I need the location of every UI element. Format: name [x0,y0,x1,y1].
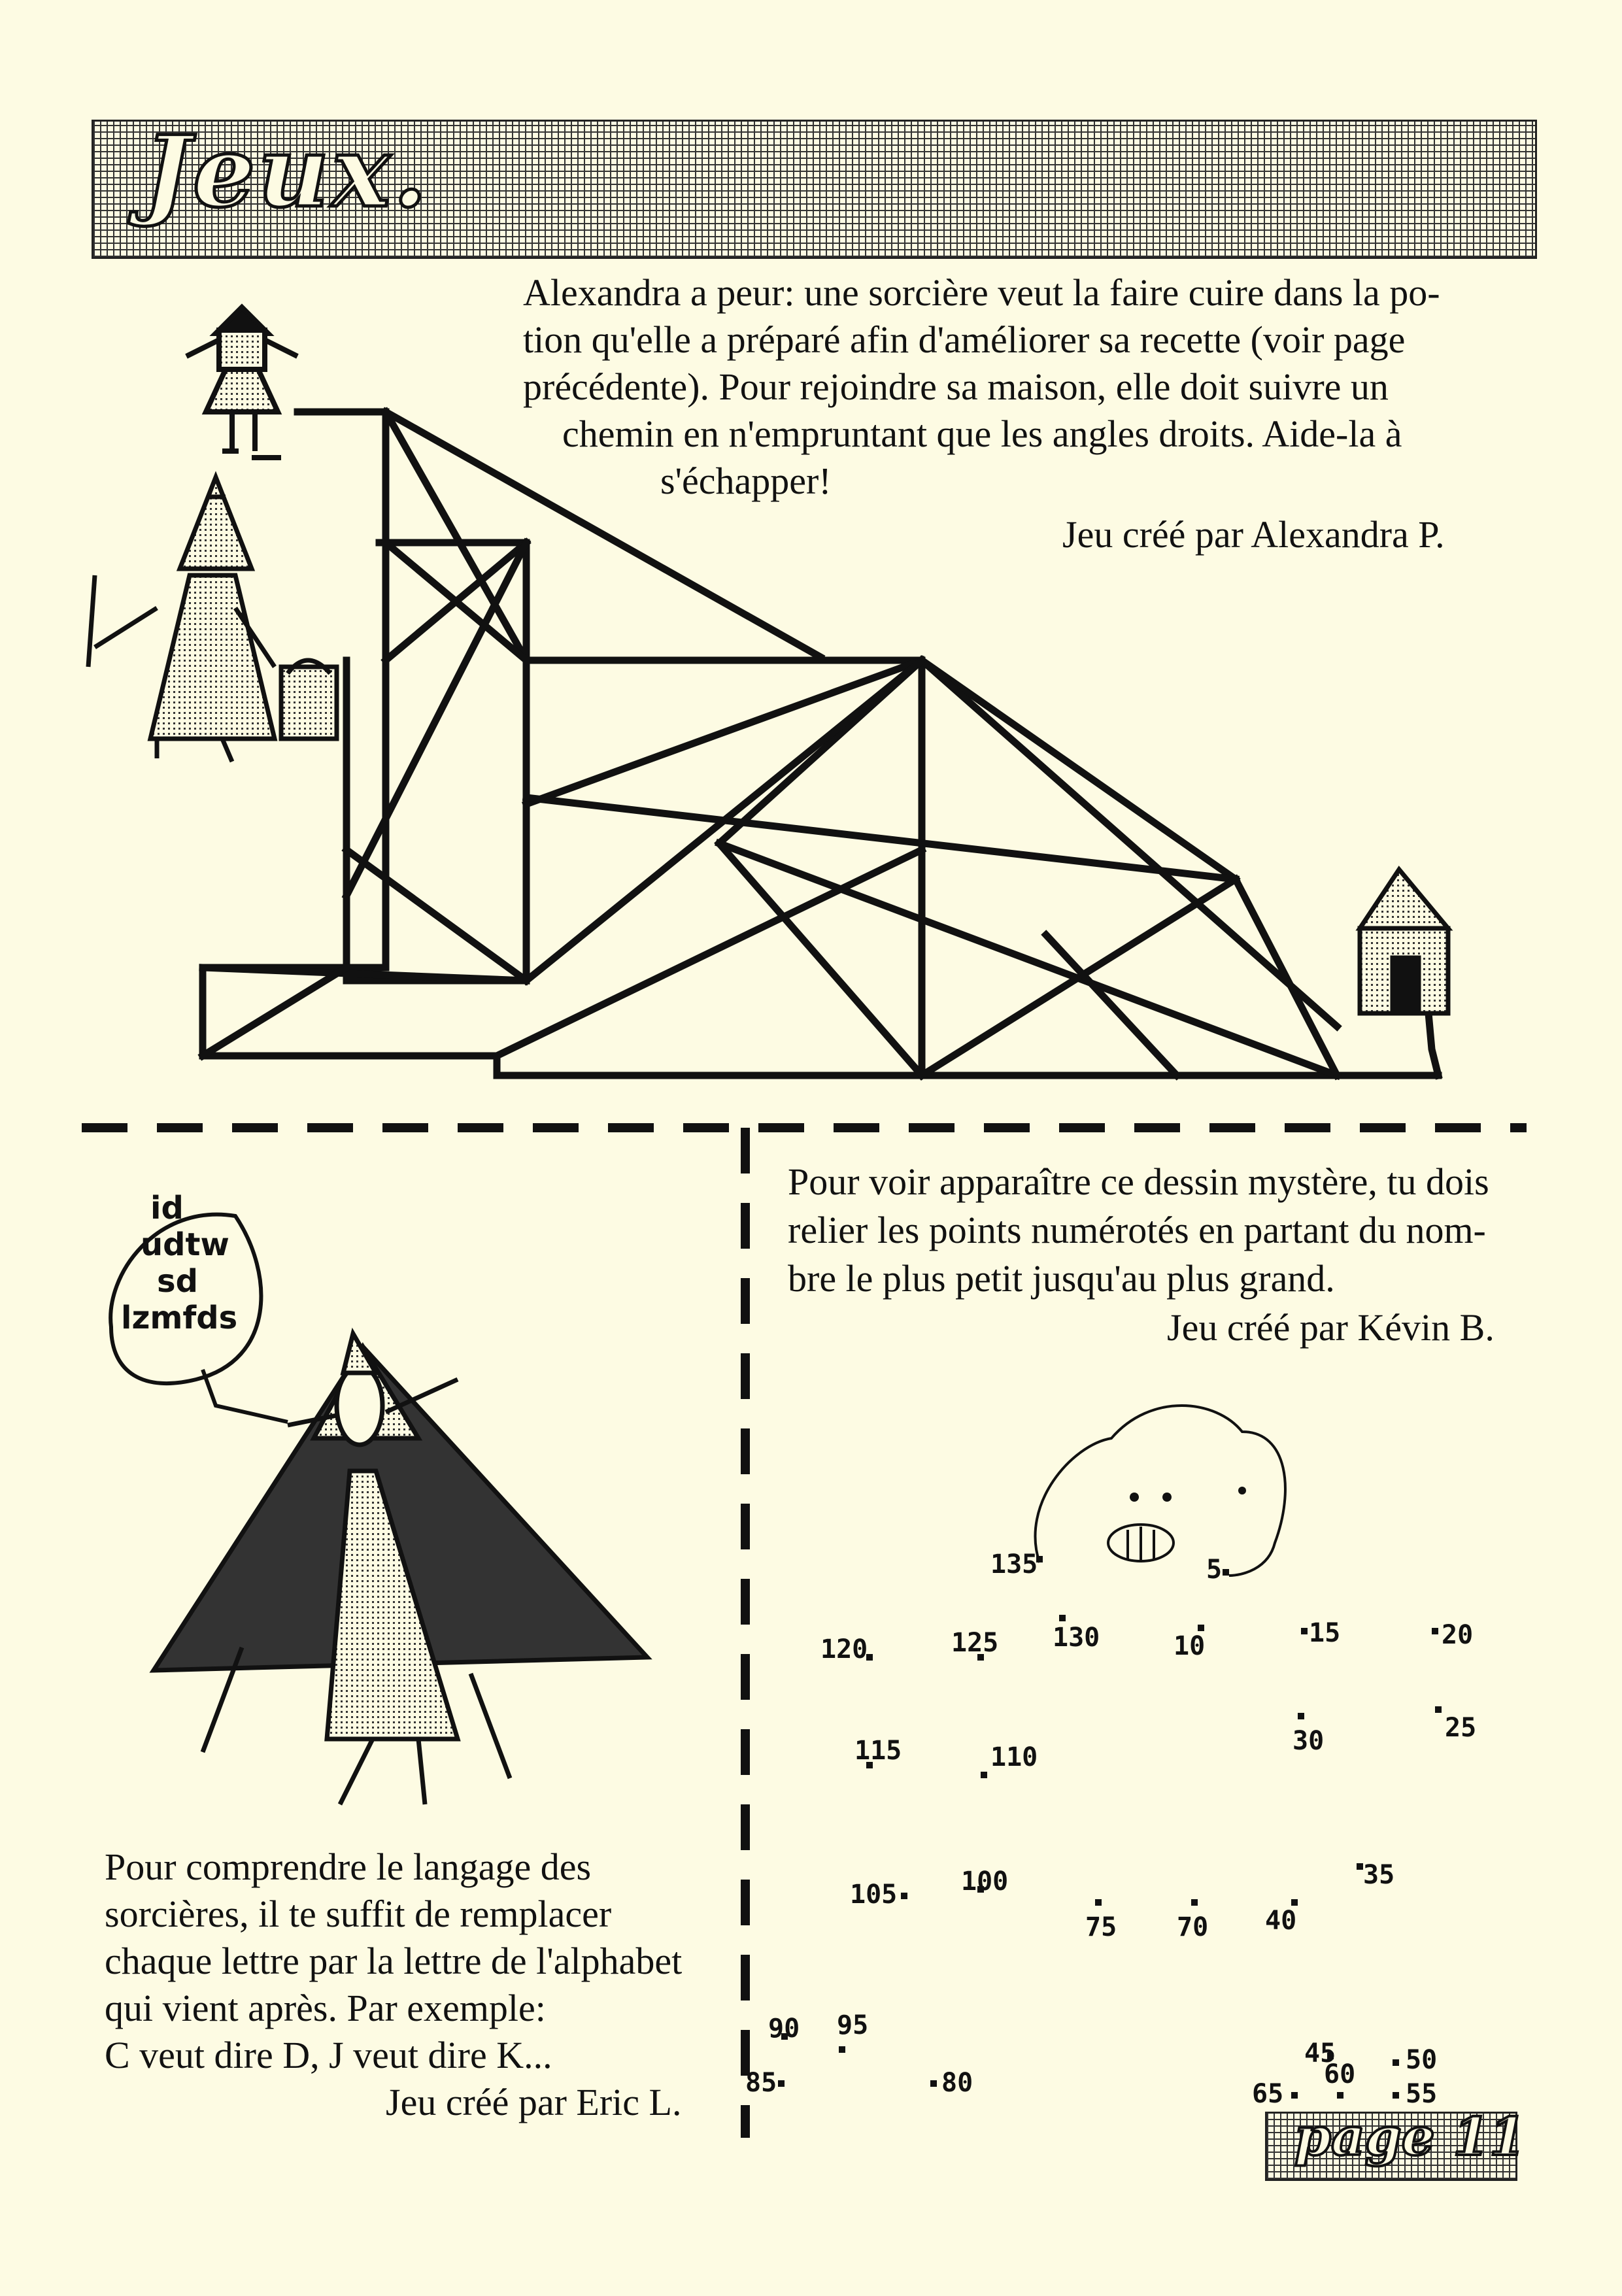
witch-credit: Jeu créé par Eric L. [386,2081,682,2123]
witch-line-5: C veut dire D, J veut dire K... [105,2034,552,2076]
witch-figure [88,477,337,762]
maze [203,412,1438,1075]
bubble-line-1: id [150,1190,184,1226]
dot-to-dot-drawing [1035,1406,1285,1576]
dots-line-2: relier les points numérotés en partant du nom- [788,1209,1486,1251]
witch-line-2: sorcières, il te suffit de remplacer [105,1893,612,1935]
dot-label: 5 [1206,1555,1223,1585]
dot-label: 70 [1177,1912,1209,1942]
dot-label: 25 [1445,1713,1477,1743]
dots-credit: Jeu créé par Kévin B. [1167,1306,1495,1349]
dot-label: 105 [850,1880,898,1910]
dot-label: 130 [1053,1623,1100,1653]
girl-figure [186,307,297,458]
dot-label: 80 [941,2068,973,2098]
house-figure [1360,869,1448,1013]
dot-label: 135 [990,1549,1038,1579]
dot-label: 75 [1085,1912,1117,1942]
dots-line-3: bre le plus petit jusqu'au plus grand. [788,1257,1335,1300]
witch-line-1: Pour comprendre le langage des [105,1846,592,1888]
dot-label: 10 [1174,1631,1206,1661]
maze-line-4: chemin en n'empruntant que les angles droits. Aide-la à [562,413,1402,455]
maze-credit: Jeu créé par Alexandra P. [1062,513,1445,556]
maze-line-3: précédente). Pour rejoindre sa maison, elle doit suivre un [523,365,1389,408]
maze-line-1: Alexandra a peur: une sorcière veut la faire cuire dans la po- [523,271,1440,314]
page-number: page 11 [1294,2106,1526,2167]
bubble-line-2: udtw [141,1226,229,1263]
bubble-line-4: lzmfds [121,1300,238,1336]
caped-witch-figure [154,1334,647,1804]
dot-label: 35 [1363,1860,1395,1890]
dot-label: 15 [1309,1618,1341,1648]
maze-line-5: s'échapper! [660,460,832,502]
dot-label: 120 [820,1634,868,1664]
dot-label: 95 [837,2010,869,2040]
dot-label: 55 [1406,2079,1438,2109]
dot-label: 65 [1252,2079,1284,2109]
witch-line-4: qui vient après. Par exemple: [105,1987,546,2029]
dots-line-1: Pour voir apparaître ce dessin mystère, tu dois [788,1160,1489,1203]
dot-label: 85 [745,2068,777,2098]
page-title: Jeux. [144,114,430,229]
bubble-line-3: sd [157,1263,198,1300]
dot-label: 110 [990,1742,1038,1772]
dot-label: 50 [1406,2045,1438,2075]
dot-label: 60 [1324,2059,1356,2089]
dot-label: 115 [854,1736,902,1766]
dot-label: 40 [1265,1906,1297,1936]
dot-label: 125 [951,1628,999,1658]
dot-label: 100 [961,1866,1009,1897]
dot-label: 90 [768,2014,800,2044]
dot-label: 20 [1442,1620,1474,1650]
maze-line-2: tion qu'elle a préparé afin d'améliorer sa recette (voir page [523,318,1406,361]
dot-label: 30 [1293,1726,1325,1756]
dot-label: 45 [1304,2038,1336,2068]
witch-line-3: chaque lettre par la lettre de l'alphabet [105,1940,683,1982]
